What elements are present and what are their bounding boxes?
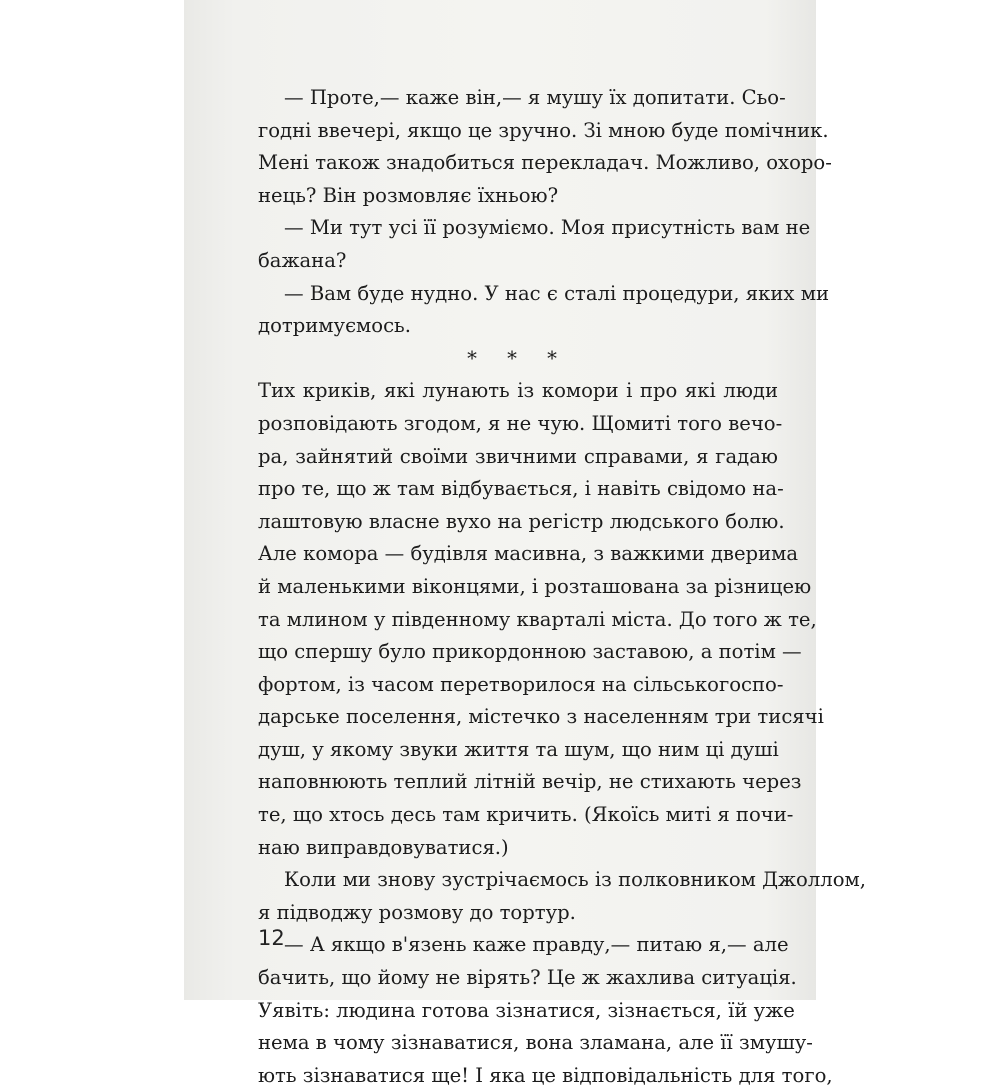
text-line: про те, що ж там відбувається, і навіть свідомо на- [258,477,784,501]
page-number: 12 [258,926,285,950]
text-line: Мені також знадобиться перекладач. Можливо, охоро- [258,151,832,175]
text-line: — Вам буде нудно. У нас є сталі процедури, яких ми [284,281,830,305]
text-line: лаштовую власне вухо на регістр людського болю. [258,509,785,533]
text-line: фортом, із часом перетворилося на сільськогоспо- [258,672,784,696]
section-break: * * * [467,346,569,370]
text-line: бажана? [258,248,347,272]
text-line: бачить, що йому не вірять? Це ж жахлива ситуація. [258,966,797,990]
text-line: Тих криків, які лунають із комори і про які люди [258,379,778,403]
text-line: душ, у якому звуки життя та шум, що ним ці душі [258,737,779,761]
text-line: дарське поселення, містечко з населенням три тисячі [258,705,824,729]
text-line: нема в чому зізнаватися, вона зламана, але її змушу- [258,1031,813,1055]
text-line: та млином у південному кварталі міста. До того ж те, [258,607,817,631]
text-line: Уявіть: людина готова зізнатися, зізнається, їй уже [258,998,795,1022]
text-line: що спершу було прикордонною заставою, а потім — [258,640,802,664]
text-line: я підводжу розмову до тортур. [258,900,576,924]
text-line: Коли ми знову зустрічаємось із полковником Джоллом, [284,868,867,892]
text-line: наповнюють теплий літній вечір, не стихають через [258,770,802,794]
text-line: — А якщо в'язень каже правду,— питаю я,— але [284,933,789,957]
text-line: — Ми тут усі її розуміємо. Моя присутність вам не [284,216,811,240]
text-line: Але комора — будівля масивна, з важкими дверима [258,542,799,566]
page-text [258,82,867,1092]
text-line: ра, зайнятий своїми звичними справами, я гадаю [258,444,778,468]
text-line: розповідають згодом, я не чую. Щомиті того вечо- [258,411,783,435]
text-line: те, що хтось десь там кричить. (Якоїсь миті я почи- [258,803,794,827]
text-line: — Проте,— каже він,— я мушу їх допитати. Сьо- [284,86,786,109]
text-line: нець? Він розмовляє їхньою? [258,183,559,207]
text-line: ють зізнаватися ще! І яка це відповідальність для того, [258,1063,833,1087]
text-line: дотримуємось. [258,314,411,338]
text-line: годні ввечері, якщо це зручно. Зі мною буде помічник. [258,118,829,142]
text-line: наю виправдовуватися.) [258,835,509,859]
text-line: й маленькими віконцями, і розташована за різницею [258,574,812,598]
